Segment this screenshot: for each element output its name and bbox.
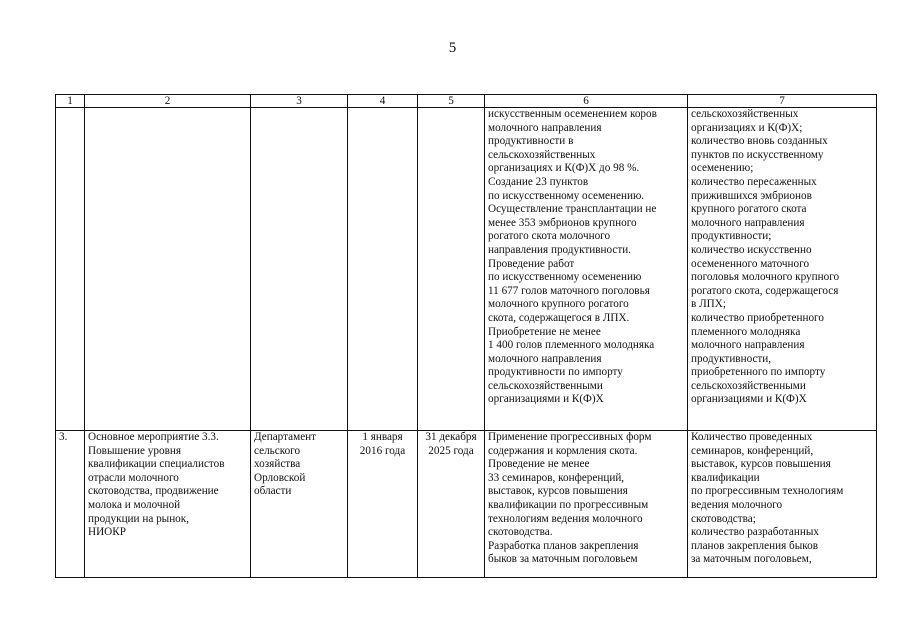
header-cell-3: 3 xyxy=(251,95,348,108)
cell-executor: Департамент сельского хозяйства Орловской области xyxy=(251,431,348,578)
cell-start-date: 1 января 2016 года xyxy=(348,431,418,578)
cell-measures-text: искусственным осеменением коров молочного направления продуктивности в сельскохозяйственных организациях и К(Ф)Х до 98 %. Создание 23 пунктов по искусственному осеменению. Осуществление трансплантации не менее 353 эмбрионов крупного рогатого скота молочного направления продуктивности. Проведение работ по искусственному осеменению 11 677 голов маточного поголовья молочного крупного рогатого скота, содержащегося в ЛПХ. Приобретение не менее 1 400 голов племенного молодняка молочного направления продуктивности по импорту сельскохозяйственными организациями и К(Ф)Х xyxy=(485,108,688,431)
cell-end-date: 31 декабря 2025 года xyxy=(418,431,485,578)
header-cell-1: 1 xyxy=(56,95,85,108)
cell-empty-3 xyxy=(251,108,348,431)
cell-empty-4 xyxy=(348,108,418,431)
cell-activity-name: Основное мероприятие 3.3. Повышение уровня квалификации специалистов отрасли молочного скотоводства, продвижение молока и молочной продукции на рынок, НИОКР xyxy=(85,431,251,578)
cell-indicators: Количество проведенных семинаров, конференций, выставок, курсов повышения квалификации по прогрессивным технологиям ведения молочного скотоводства; количество разработанных планов закрепления быков за маточным поголовьем, xyxy=(688,431,877,578)
cell-empty-1 xyxy=(56,108,85,431)
header-cell-4: 4 xyxy=(348,95,418,108)
header-row xyxy=(56,95,877,108)
header-cell-6: 6 xyxy=(485,95,688,108)
cell-empty-2 xyxy=(85,108,251,431)
table-row-3 xyxy=(56,431,877,578)
cell-row-number: 3. xyxy=(56,431,85,578)
cell-expected-results: Применение прогрессивных форм содержания и кормления скота. Проведение не менее 33 семинаров, конференций, выставок, курсов повышения квалификации по прогрессивным технологиям ведения молочного скотоводства. Разработка планов закрепления быков за маточным поголовьем xyxy=(485,431,688,578)
table-row-continued xyxy=(56,108,877,431)
measures-table xyxy=(55,94,877,578)
cell-empty-5 xyxy=(418,108,485,431)
cell-indicators-text: сельскохозяйственных организациях и К(Ф)Х; количество вновь созданных пунктов по искусственному осеменению; количество пересаженных прижившихся эмбрионов крупного рогатого скота молочного направления продуктивности; количество искусственно осемененного маточного поголовья молочного крупного рогатого скота, содержащегося в ЛПХ; количество приобретенного племенного молодняка молочного направления продуктивности, приобретенного по импорту сельскохозяйственными организациями и К(Ф)Х xyxy=(688,108,877,431)
page-number: 5 xyxy=(448,40,457,56)
header-cell-2: 2 xyxy=(85,95,251,108)
header-cell-7: 7 xyxy=(688,95,877,108)
header-cell-5: 5 xyxy=(418,95,485,108)
